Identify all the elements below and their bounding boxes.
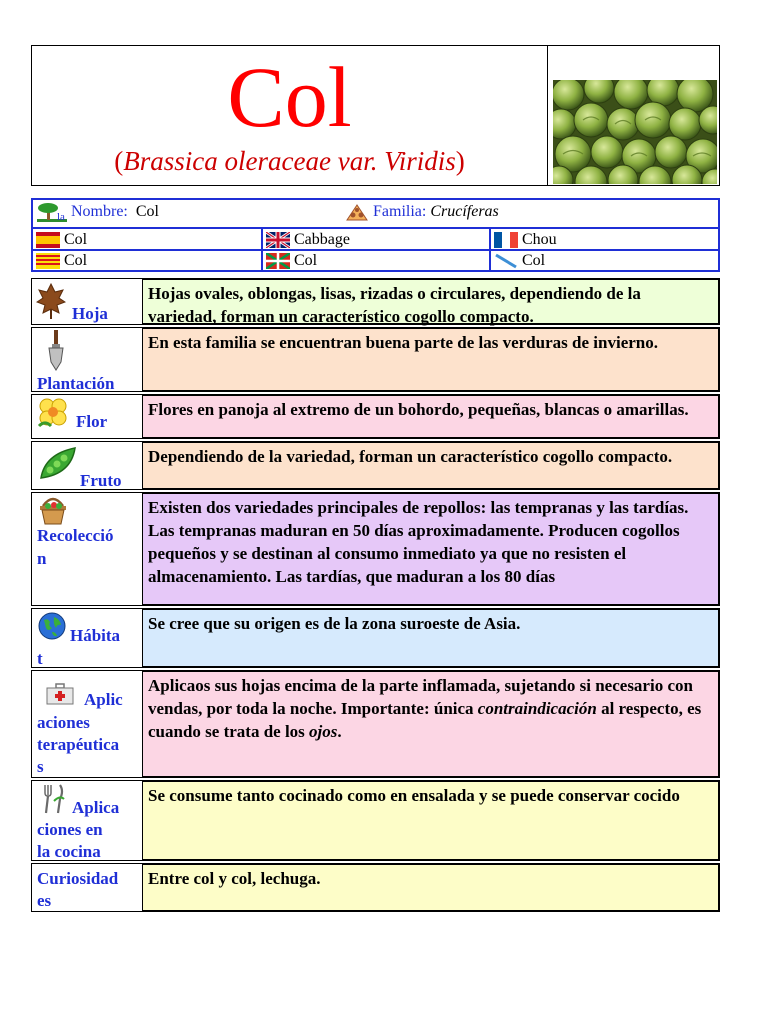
catalonia-flag-icon: [36, 253, 60, 269]
section-text-part: al respecto, es cuando se trata de los: [148, 699, 702, 741]
section-label-cell: [32, 328, 143, 391]
section-label: t: [37, 649, 43, 668]
section-text: Entre col y col, lechuga.: [143, 864, 719, 911]
translation-cell: [261, 251, 491, 271]
section-text: [143, 671, 719, 777]
translation-value: Cabbage: [294, 231, 350, 248]
section-text: Flores en panoja al extremo de un bohordo, pequeñas, blancas o amarillas.: [143, 395, 719, 438]
translation-value: Col: [64, 252, 88, 269]
translation-basque: [266, 252, 317, 270]
section-label: Fruto: [80, 471, 122, 490]
tree-icon: [37, 202, 67, 222]
globe-icon: [38, 612, 66, 640]
scientific-name-text: Brassica oleraceae var. Viridis: [123, 146, 456, 176]
section-label-cell: [32, 493, 143, 605]
section-recoleccion: [31, 492, 720, 606]
names-row-2: [33, 229, 718, 251]
cutlery-icon: [42, 783, 66, 815]
section-label: Recolecció: [37, 526, 114, 545]
translation-cell: [489, 251, 720, 271]
basque-flag-icon: [266, 253, 290, 269]
section-text-part: .: [337, 722, 342, 741]
translation-cell: [489, 229, 720, 249]
uk-flag-icon: [266, 232, 290, 248]
section-text: Se cree que su origen es de la zona suroeste de Asia.: [143, 609, 719, 667]
section-curiosidades: [31, 863, 720, 912]
basket-icon: [37, 494, 69, 526]
section-flor: [31, 394, 720, 439]
section-label: es: [37, 891, 52, 910]
first-aid-kit-icon: [46, 683, 74, 705]
section-label: n: [37, 549, 47, 568]
translation-cell: [33, 251, 261, 271]
section-label-cell: [32, 671, 143, 777]
familia-value: Crucíferas: [430, 203, 499, 220]
section-label-cell: [32, 609, 143, 667]
translation-spanish: [36, 231, 87, 249]
section-label: Flor: [76, 412, 108, 431]
section-label: Curiosidad: [37, 869, 119, 888]
names-row-3: [33, 251, 718, 271]
section-label-cell: [32, 279, 143, 324]
names-table: [31, 198, 720, 272]
family-icon: [345, 202, 369, 222]
section-label: Aplic: [84, 690, 123, 709]
paren-open: (: [114, 146, 124, 176]
paren-close: ): [455, 146, 465, 176]
spain-flag-icon: [36, 232, 60, 248]
pea-pod-icon: [37, 444, 79, 484]
section-label: s: [37, 757, 44, 776]
section-label: Plantación: [37, 374, 115, 393]
header-box: [31, 45, 720, 186]
cabbage-photo: [553, 80, 717, 184]
section-plantacion: [31, 327, 720, 392]
section-label-cell: [32, 442, 143, 489]
nombre-label: Nombre:: [71, 203, 128, 220]
translation-cell: [33, 229, 261, 249]
trowel-icon: [46, 330, 66, 372]
translation-value: Col: [522, 252, 546, 269]
section-fruto: [31, 441, 720, 490]
section-cocina: [31, 780, 720, 861]
section-text-emphasis: ojos: [309, 722, 338, 741]
leaf-icon: [36, 282, 66, 320]
translation-catalan: [36, 252, 87, 270]
section-label: Hoja: [72, 304, 108, 323]
section-text-part: Aplicaos sus hojas encima de la parte inflamada, sujetando si necesario con vendas, por toda la noche. Importante: única: [148, 676, 693, 718]
nombre-cell: [37, 202, 159, 222]
section-hoja: [31, 278, 720, 325]
section-label: Aplica: [72, 798, 120, 817]
translation-english: [266, 231, 350, 249]
section-label: la cocina: [37, 842, 101, 861]
france-flag-icon: [494, 232, 518, 248]
page-title: Col: [227, 49, 352, 145]
section-text: Dependiendo de la variedad, forman un característico cogollo compacto.: [143, 442, 719, 489]
translation-value: Chou: [522, 231, 557, 248]
section-label-cell: [32, 395, 143, 438]
nombre-value: Col: [135, 203, 159, 220]
section-text: En esta familia se encuentran buena parte de las verduras de invierno.: [143, 328, 719, 391]
section-label: Hábita: [70, 626, 121, 645]
section-label-cell: [32, 781, 143, 860]
section-habitat: [31, 608, 720, 668]
translation-galician: [494, 252, 545, 270]
scientific-name: [32, 146, 547, 177]
svg-text:la: la: [57, 211, 65, 222]
section-terapeuticas: [31, 670, 720, 778]
translation-french: [494, 231, 557, 249]
section-label-cell: [32, 864, 143, 911]
section-label: aciones: [37, 713, 90, 732]
familia-cell: [345, 202, 499, 222]
section-text: Existen dos variedades principales de repollos: las tempranas y las tardías. Las tempranas maduran en 50 días aproximadamente. Producen cogollos pequeños y se destinan al consumo inmediato ya que no resisten el almacenamiento. Las tardías, que maduran a los 80 días: [143, 493, 719, 605]
translation-value: Col: [64, 231, 88, 248]
names-row-1: [33, 200, 718, 229]
section-label: terapéutica: [37, 735, 120, 754]
familia-label: Familia:: [373, 203, 427, 220]
title-cell: [32, 46, 548, 185]
section-text: Hojas ovales, oblongas, lisas, rizadas o circulares, dependiendo de la variedad, forman un característico cogollo compacto.: [143, 279, 719, 324]
section-text: Se consume tanto cocinado como en ensalada y se puede conservar cocido: [143, 781, 719, 860]
translation-value: Col: [294, 252, 318, 269]
translation-cell: [261, 229, 491, 249]
section-text-emphasis: contraindicación: [477, 699, 597, 718]
galicia-flag-icon: [494, 253, 518, 269]
section-label: ciones en: [37, 820, 103, 839]
flower-icon: [35, 396, 71, 430]
